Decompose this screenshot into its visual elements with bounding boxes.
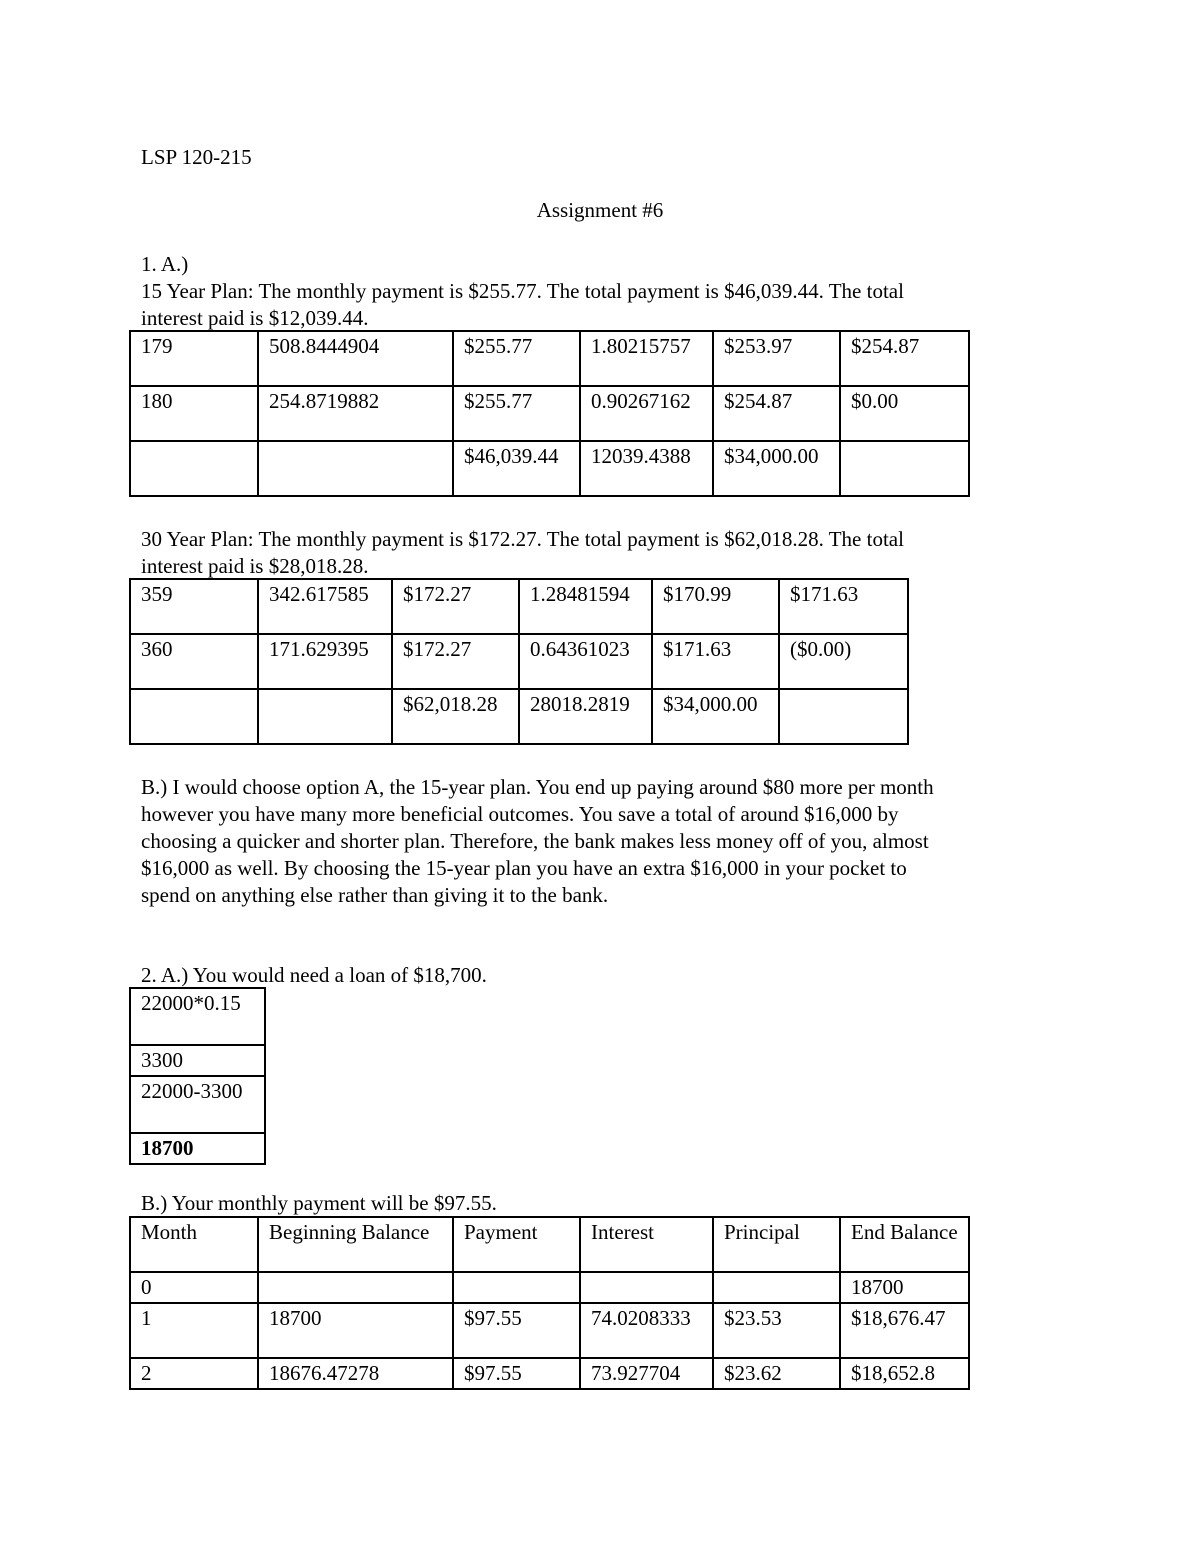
- table-cell: 0.90267162: [580, 386, 713, 441]
- table-cell: $18,676.47: [840, 1303, 969, 1358]
- column-header: Principal: [713, 1217, 840, 1272]
- table-cell: $46,039.44: [453, 441, 580, 496]
- q1-b-line2: however you have many more beneficial outcomes. You save a total of around $16,000 by: [141, 802, 899, 826]
- table-row: [130, 1076, 265, 1133]
- table-row: [130, 331, 969, 386]
- table-cell: $171.63: [652, 634, 779, 689]
- table-row-totals: [130, 689, 908, 744]
- table-cell: $255.77: [453, 386, 580, 441]
- table-row-totals: [130, 441, 969, 496]
- table-row: [130, 1303, 969, 1358]
- table-cell: 360: [130, 634, 258, 689]
- table-cell: $171.63: [779, 579, 908, 634]
- table-cell: 12039.4388: [580, 441, 713, 496]
- table-cell: [130, 689, 258, 744]
- table-cell: $0.00: [840, 386, 969, 441]
- column-header: Interest: [580, 1217, 713, 1272]
- table-row: [130, 1358, 969, 1389]
- plan15-text-line2: interest paid is $12,039.44.: [141, 306, 369, 330]
- table-cell: [258, 1272, 453, 1303]
- assignment-title: Assignment #6: [536, 198, 664, 222]
- table-cell: 508.8444904: [258, 331, 453, 386]
- table-cell: 180: [130, 386, 258, 441]
- table-row: [130, 386, 969, 441]
- table-cell: $254.87: [713, 386, 840, 441]
- plan30-text-line2: interest paid is $28,018.28.: [141, 554, 369, 578]
- table-cell: $172.27: [392, 579, 519, 634]
- table-cell: 1.80215757: [580, 331, 713, 386]
- plan30-text-line1: 30 Year Plan: The monthly payment is $172.27. The total payment is $62,018.28. The total: [141, 527, 904, 551]
- q2-b-text: B.) Your monthly payment will be $97.55.: [141, 1191, 497, 1215]
- table-cell: 18700: [130, 1133, 265, 1164]
- table-cell: 3300: [130, 1045, 265, 1076]
- column-header: Payment: [453, 1217, 580, 1272]
- table-cell: ($0.00): [779, 634, 908, 689]
- loan-calc-table: [129, 987, 266, 1165]
- table-cell: 179: [130, 331, 258, 386]
- q1-b-line1: B.) I would choose option A, the 15-year plan. You end up paying around $80 more per month: [141, 775, 934, 799]
- table-cell: [130, 441, 258, 496]
- table-cell: 74.0208333: [580, 1303, 713, 1358]
- plan30-table: [129, 578, 909, 745]
- table-row: [130, 988, 265, 1045]
- table-cell: $253.97: [713, 331, 840, 386]
- table-cell: 0.64361023: [519, 634, 652, 689]
- table-cell: 2: [130, 1358, 258, 1389]
- table-cell: 28018.2819: [519, 689, 652, 744]
- plan15-text-line1: 15 Year Plan: The monthly payment is $255.77. The total payment is $46,039.44. The total: [141, 279, 904, 303]
- column-header: Beginning Balance: [258, 1217, 453, 1272]
- table-cell: 18700: [258, 1303, 453, 1358]
- q1-a-label: 1. A.): [141, 252, 189, 276]
- table-row: [130, 1272, 969, 1303]
- table-cell: $23.53: [713, 1303, 840, 1358]
- q1-b-line5: spend on anything else rather than giving it to the bank.: [141, 883, 609, 907]
- q1-b-line3: choosing a quicker and shorter plan. Therefore, the bank makes less money off of you, almost: [141, 829, 929, 853]
- table-cell: [258, 441, 453, 496]
- table-cell: [258, 689, 392, 744]
- table-cell: $62,018.28: [392, 689, 519, 744]
- table-cell: 254.8719882: [258, 386, 453, 441]
- table-cell: $34,000.00: [652, 689, 779, 744]
- column-header: Month: [130, 1217, 258, 1272]
- table-header-row: [130, 1217, 969, 1272]
- course-code: LSP 120-215: [141, 145, 252, 169]
- table-cell: 0: [130, 1272, 258, 1303]
- table-cell: 1: [130, 1303, 258, 1358]
- table-cell: $97.55: [453, 1358, 580, 1389]
- table-cell: 18700: [840, 1272, 969, 1303]
- table-cell: [580, 1272, 713, 1303]
- table-cell: 359: [130, 579, 258, 634]
- table-cell: $170.99: [652, 579, 779, 634]
- table-cell: $34,000.00: [713, 441, 840, 496]
- q2-a-text: 2. A.) You would need a loan of $18,700.: [141, 963, 487, 987]
- table-row-result: [130, 1133, 265, 1164]
- table-cell: $254.87: [840, 331, 969, 386]
- table-cell: $18,652.8: [840, 1358, 969, 1389]
- table-cell: $97.55: [453, 1303, 580, 1358]
- table-cell: 342.617585: [258, 579, 392, 634]
- table-cell: [713, 1272, 840, 1303]
- q1-b-line4: $16,000 as well. By choosing the 15-year plan you have an extra $16,000 in your pocket to: [141, 856, 907, 880]
- table-cell: 73.927704: [580, 1358, 713, 1389]
- table-row: [130, 634, 908, 689]
- table-cell: $255.77: [453, 331, 580, 386]
- table-cell: 18676.47278: [258, 1358, 453, 1389]
- table-cell: $172.27: [392, 634, 519, 689]
- table-cell: $23.62: [713, 1358, 840, 1389]
- table-cell: 171.629395: [258, 634, 392, 689]
- table-cell: 1.28481594: [519, 579, 652, 634]
- table-row: [130, 1045, 265, 1076]
- column-header: End Balance: [840, 1217, 969, 1272]
- table-cell: 22000*0.15: [130, 988, 265, 1045]
- table-cell: [779, 689, 908, 744]
- amortization-table: [129, 1216, 970, 1390]
- table-cell: [453, 1272, 580, 1303]
- table-row: [130, 579, 908, 634]
- table-cell: 22000-3300: [130, 1076, 265, 1133]
- plan15-table: [129, 330, 970, 497]
- table-cell: [840, 441, 969, 496]
